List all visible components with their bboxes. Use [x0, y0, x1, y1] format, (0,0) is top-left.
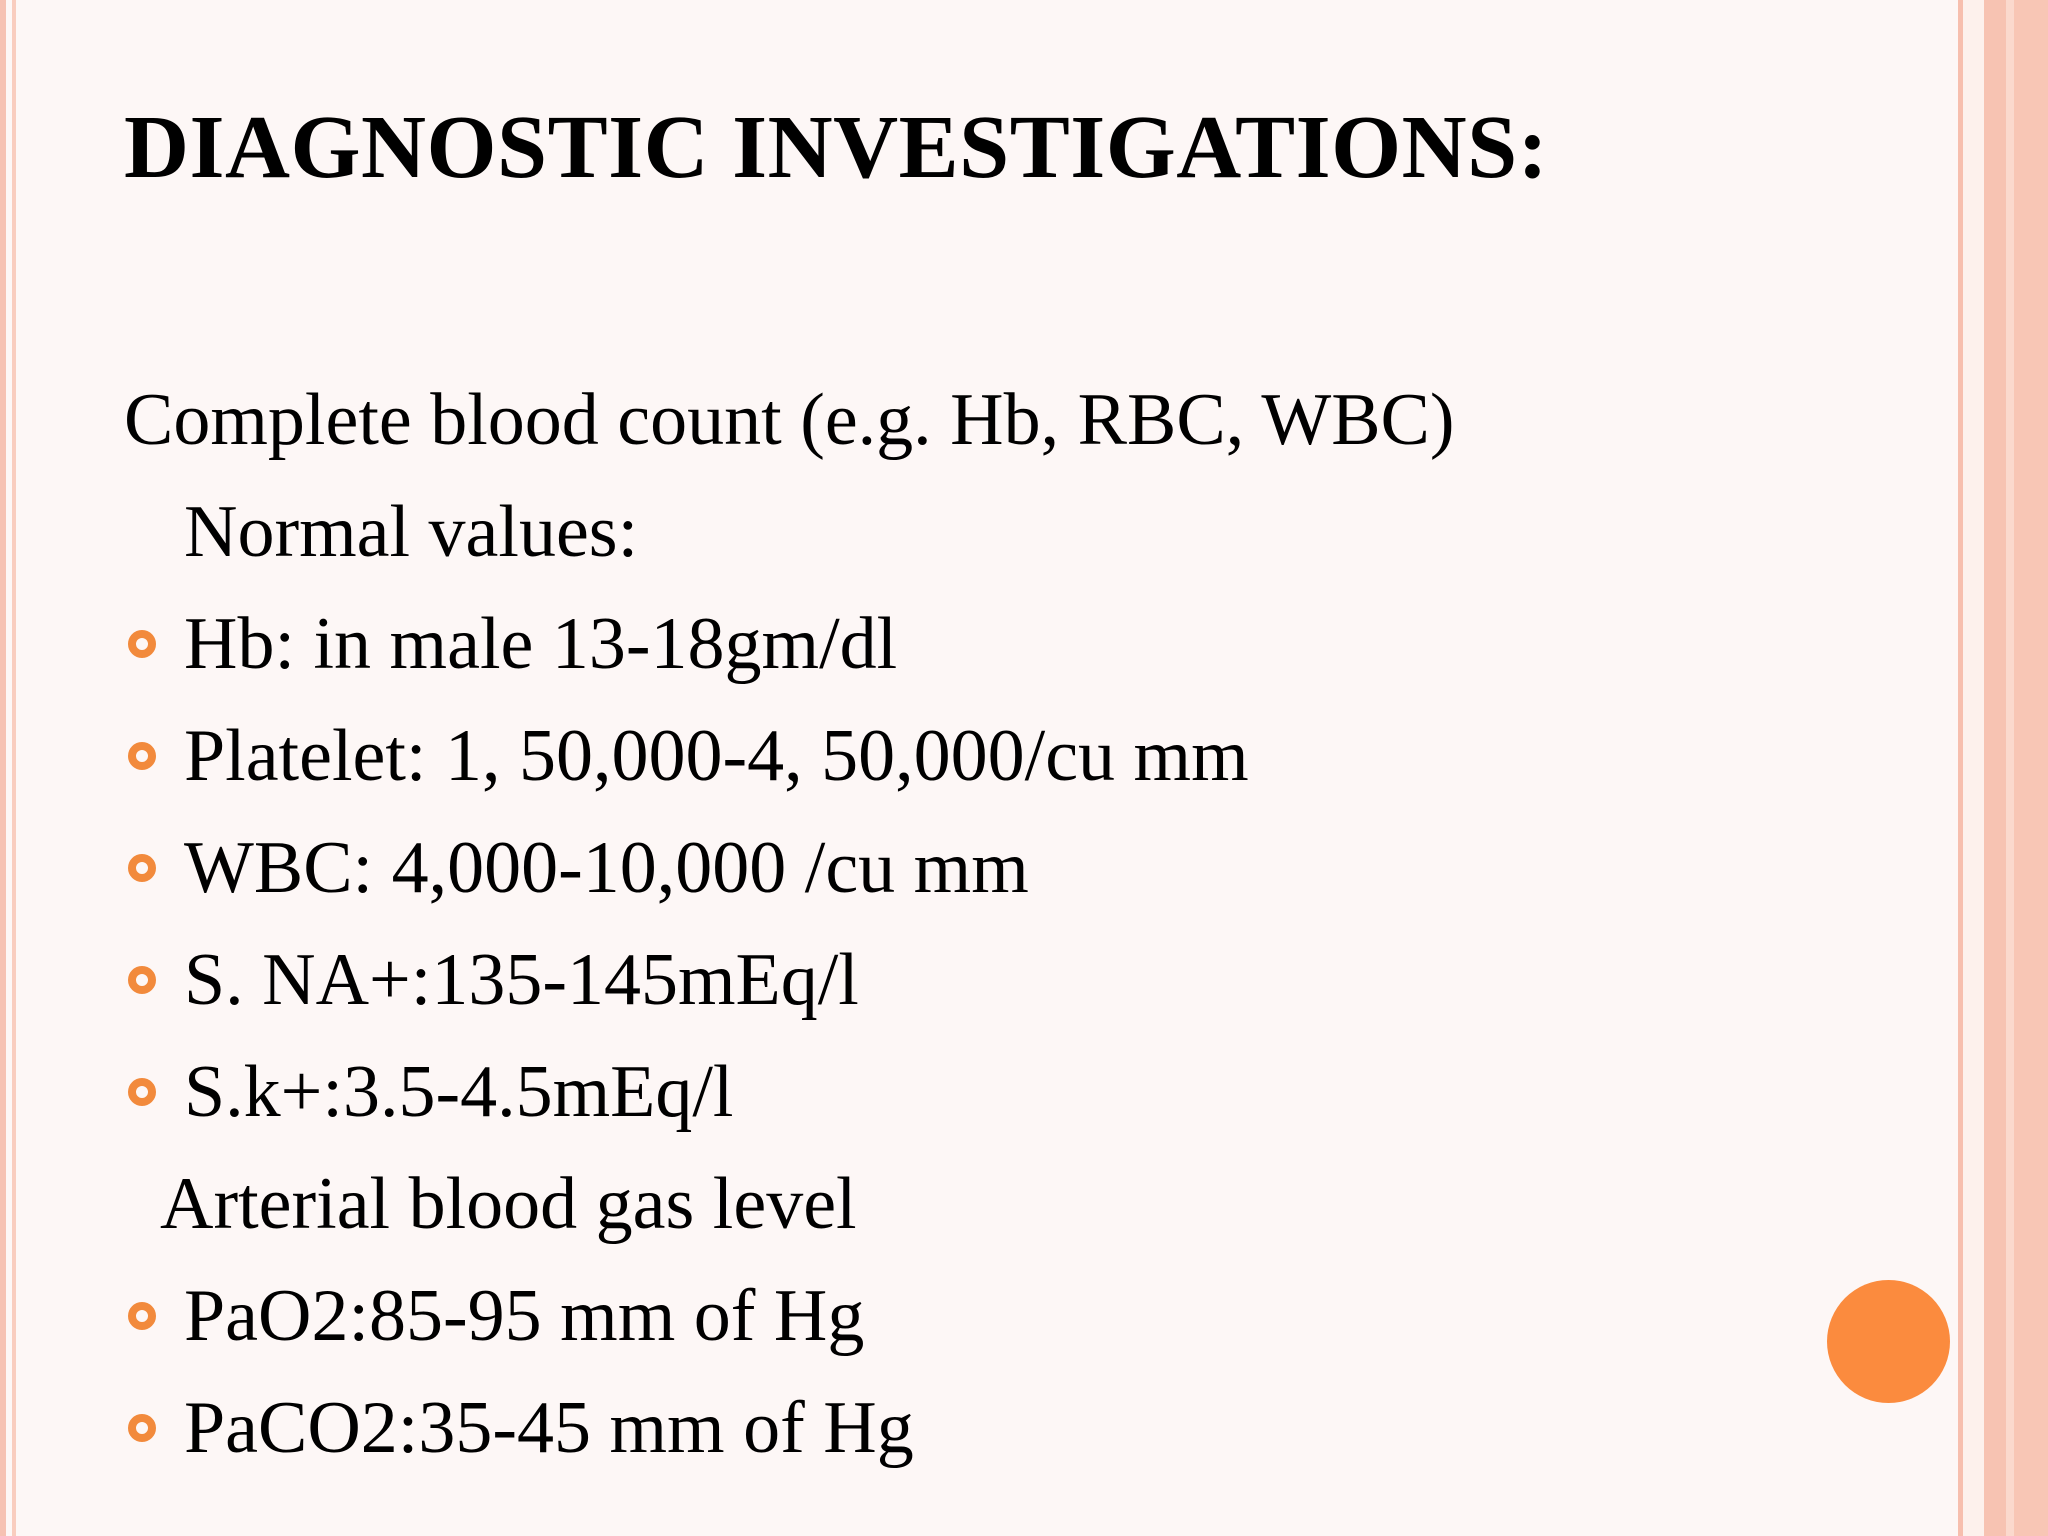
left-border-stripe-inner — [12, 0, 16, 1536]
right-border-stripe-2 — [1984, 0, 2006, 1536]
list-item-text: WBC: 4,000-10,000 /cu mm — [184, 827, 1029, 909]
list-item — [124, 596, 1904, 708]
slide-title: DIAGNOSTIC INVESTIGATIONS: — [124, 98, 1549, 197]
list-item — [124, 1044, 1904, 1156]
hollow-circle-bullet-icon — [128, 1078, 156, 1106]
list-item-text: Hb: in male 13-18gm/dl — [184, 603, 898, 685]
list-item — [124, 820, 1904, 932]
list-item — [124, 708, 1904, 820]
hollow-circle-bullet-icon — [128, 1302, 156, 1330]
hollow-circle-bullet-icon — [128, 1414, 156, 1442]
list-item — [124, 1380, 1904, 1492]
list-item-text: Complete blood count (e.g. Hb, RBC, WBC) — [124, 379, 1455, 461]
orange-circle-icon — [1827, 1280, 1950, 1403]
right-border-gap — [1963, 0, 1984, 1536]
hollow-circle-bullet-icon — [128, 966, 156, 994]
list-item-text: S. NA+:135-145mEq/l — [184, 939, 859, 1021]
right-border-stripe-3 — [2006, 0, 2014, 1536]
list-item-text: Platelet: 1, 50,000-4, 50,000/cu mm — [184, 715, 1249, 797]
list-item-text: Arterial blood gas level — [160, 1163, 857, 1245]
list-item — [124, 484, 1904, 596]
list-item-text: Normal values: — [184, 491, 639, 573]
left-border-stripe — [0, 0, 6, 1536]
hollow-circle-bullet-icon — [128, 630, 156, 658]
list-item-text: PaO2:85-95 mm of Hg — [184, 1275, 865, 1357]
list-item — [124, 372, 1904, 484]
hollow-circle-bullet-icon — [128, 854, 156, 882]
right-border-stripe-4 — [2014, 0, 2048, 1536]
list-item-text: PaCO2:35-45 mm of Hg — [184, 1387, 914, 1469]
list-item — [124, 1156, 1904, 1268]
list-item — [124, 1268, 1904, 1380]
list-item — [124, 932, 1904, 1044]
list-item-text: S.k+:3.5-4.5mEq/l — [184, 1051, 734, 1133]
slide-content — [124, 372, 1904, 1492]
hollow-circle-bullet-icon — [128, 742, 156, 770]
